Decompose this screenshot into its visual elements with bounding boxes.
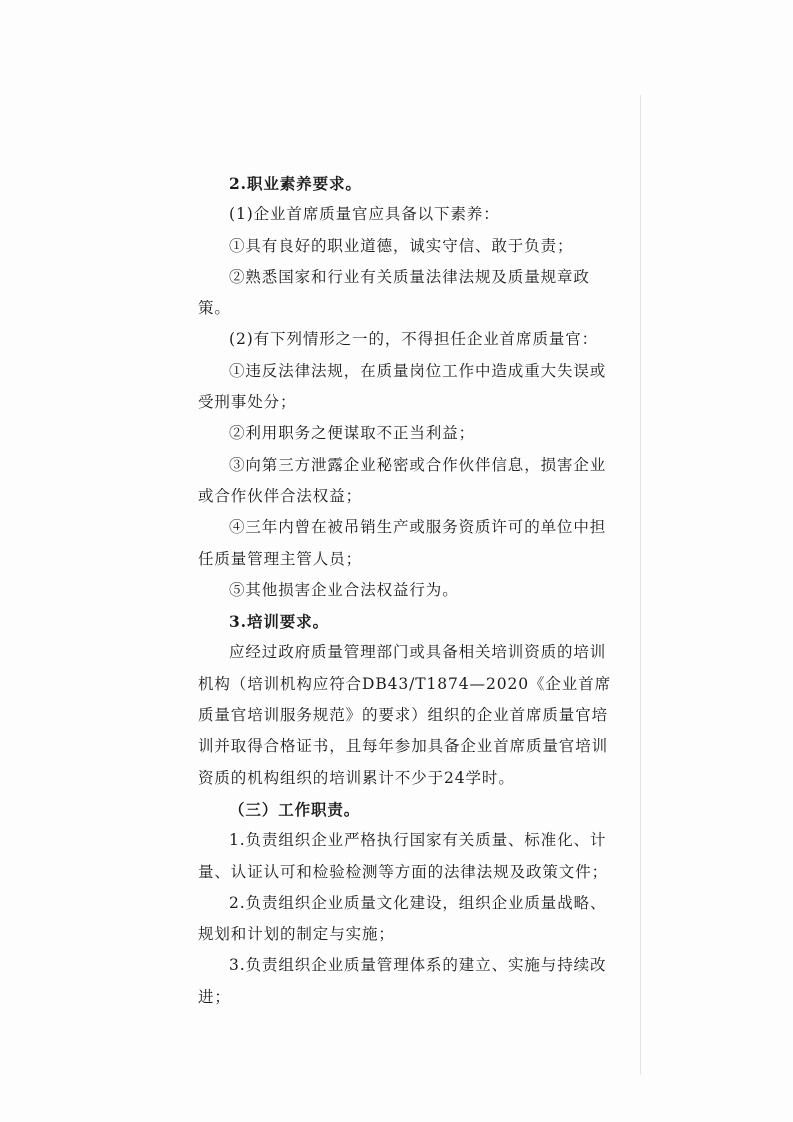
paragraph: ②熟悉国家和行业有关质量法律法规及质量规章政策。	[198, 267, 590, 318]
paragraph: 1.负责组织企业严格执行国家有关质量、标准化、计量、认证认可和检验检测等方面的法律法规及政策文件；	[198, 831, 609, 881]
document-body	[198, 168, 613, 1013]
paragraph: (2)有下列情形之一的，不得担任企业首席质量官：	[229, 330, 599, 349]
paragraph: ⑤其他损害企业合法权益行为。	[229, 580, 459, 599]
paragraph: (1)企业首席质量官应具备以下素养：	[229, 205, 500, 224]
heading-job-duties: （三）工作职责。	[229, 799, 361, 819]
paragraph: ①具有良好的职业道德，诚实守信、敢于负责；	[229, 236, 574, 255]
paragraph: ③向第三方泄露企业秘密或合作伙伴信息，损害企业或合作伙伴合法权益；	[198, 455, 607, 505]
page-edge	[640, 95, 641, 1075]
paragraph: 2.负责组织企业质量文化建设，组织企业质量战略、规划和计划的制定与实施；	[198, 893, 607, 944]
heading-professional-quality: 2.职业素养要求。	[229, 174, 362, 193]
paragraph: ①违反法律法规，在质量岗位工作中造成重大失误或受刑事处分；	[198, 361, 607, 412]
paragraph: ④三年内曾在被吊销生产或服务资质许可的单位中担任质量管理主管人员；	[198, 518, 607, 568]
paragraph: ②利用职务之便谋取不正当利益；	[229, 424, 476, 443]
paragraph: 应经过政府质量管理部门或具备相关培训资质的培训机构（培训机构应符合DB43/T1874—2020《企业首席质量官培训服务规范》的要求）组织的企业首席质量官培训并取得合格证书，且每年参加具备企业首席质量官培训资质的机构组织的培训累计不少于24学时。	[198, 643, 611, 787]
heading-training-requirements: 3.培训要求。	[229, 612, 329, 632]
paragraph: 3.负责组织企业质量管理体系的建立、实施与持续改进；	[198, 956, 607, 1006]
